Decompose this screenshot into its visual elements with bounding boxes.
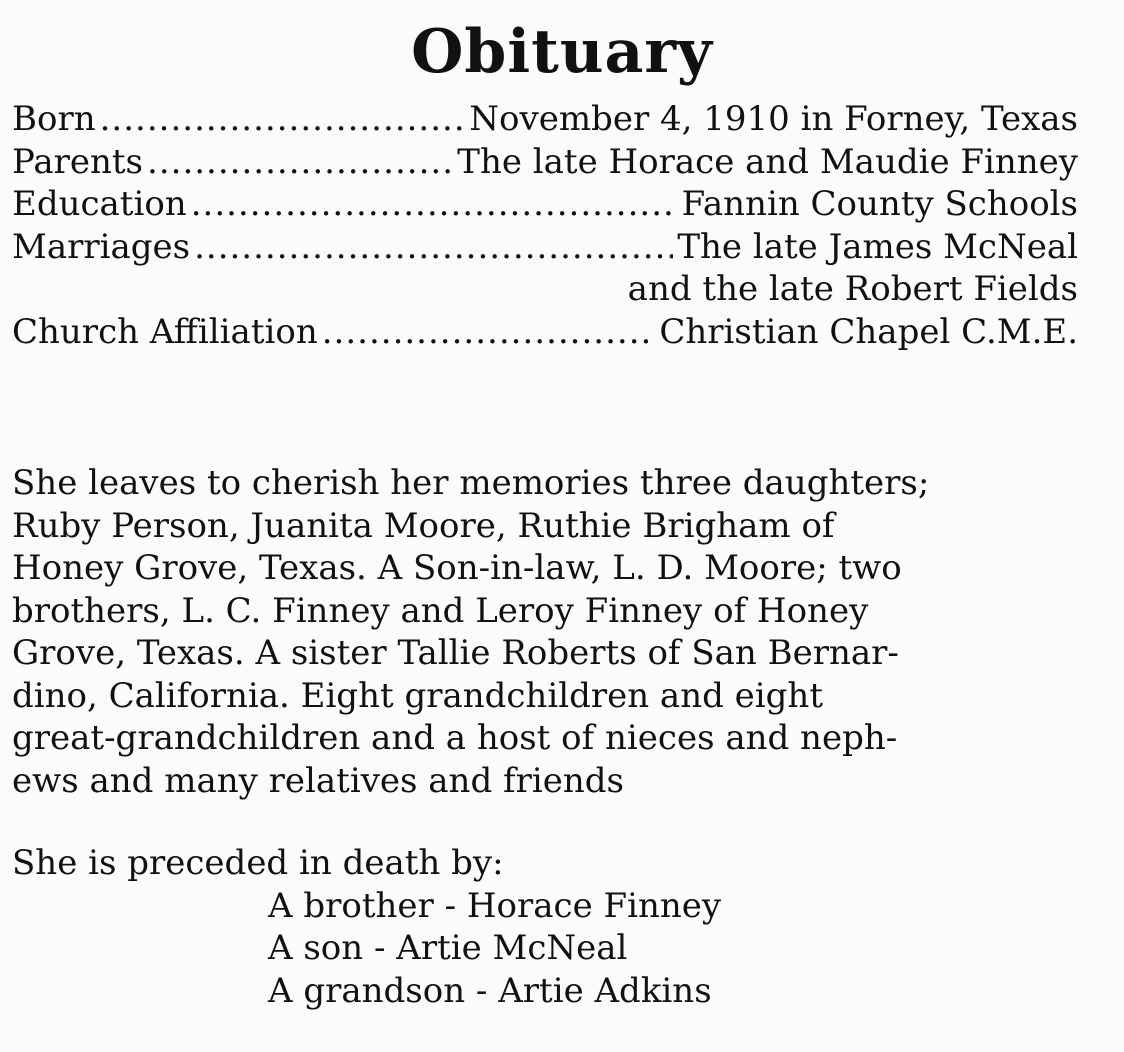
paragraph-line: Honey Grove, Texas. A Son-in-law, L. D. Moore; two (12, 548, 902, 588)
leader-dots (322, 311, 656, 354)
fact-row-born (12, 98, 1078, 141)
preceded-list (268, 885, 1092, 1013)
paragraph-line: Ruby Person, Juanita Moore, Ruthie Brigham of (12, 505, 835, 546)
leader-dots (194, 226, 673, 269)
paragraph-line: She leaves to cherish her memories three daughters; (12, 463, 930, 503)
list-item: A brother - Horace Finney (268, 885, 722, 926)
paragraph-line: ews and many relatives and friends (12, 760, 624, 801)
fact-row-parents (12, 141, 1078, 184)
fact-row-church-affiliation (12, 311, 1078, 354)
leader-dots (147, 141, 453, 184)
list-item: A son - Artie McNeal (268, 928, 628, 968)
leader-dots (100, 98, 466, 141)
survivors-paragraph (12, 462, 1092, 802)
fact-label: Born (12, 99, 96, 139)
list-item: A grandson - Artie Adkins (268, 970, 712, 1011)
fact-label: Marriages (12, 226, 191, 267)
leader-dots (191, 183, 678, 226)
fact-value: November 4, 1910 in Forney, Texas (469, 99, 1078, 139)
fact-label: Education (12, 184, 187, 224)
fact-row-education (12, 183, 1078, 226)
fact-continuation-marriages: and the late Robert Fields (627, 269, 1078, 309)
fact-value: Christian Chapel C.M.E. (659, 311, 1078, 352)
fact-label: Church Affiliation (12, 311, 318, 352)
preceded-section (12, 842, 1092, 1012)
facts-list (12, 98, 1078, 353)
fact-label: Parents (12, 141, 144, 182)
paragraph-line: dino, California. Eight grandchildren and eight (12, 675, 823, 716)
page-title: Obituary (411, 17, 713, 87)
paragraph-line: Grove, Texas. A sister Tallie Roberts of San Bernar- (12, 633, 899, 673)
paragraph-line: great-grandchildren and a host of nieces and neph- (12, 718, 898, 758)
fact-row-marriages (12, 226, 1078, 269)
fact-value: The late James McNeal (677, 226, 1078, 267)
preceded-heading: She is preceded in death by: (12, 843, 504, 883)
fact-value: The late Horace and Maudie Finney (457, 141, 1078, 182)
paragraph-line: brothers, L. C. Finney and Leroy Finney of Honey (12, 590, 869, 631)
fact-value: Fannin County Schools (681, 184, 1078, 224)
